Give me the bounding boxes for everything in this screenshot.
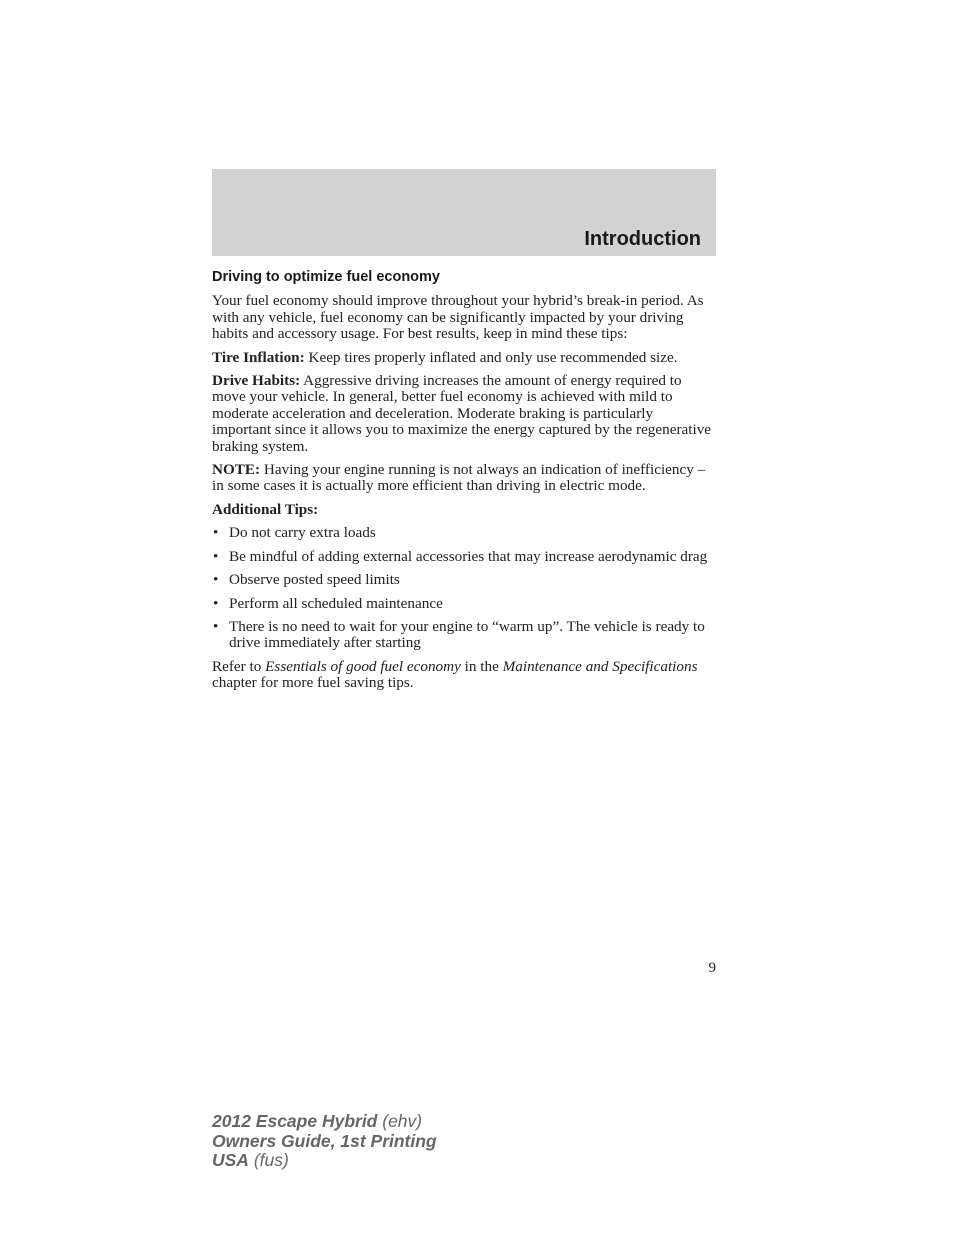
refer-suffix: chapter for more fuel saving tips. bbox=[212, 674, 414, 692]
page-content bbox=[212, 266, 712, 699]
drive-habits-label: Drive Habits: bbox=[212, 372, 301, 390]
footer-model-code: (ehv) bbox=[377, 1111, 423, 1131]
note-label: NOTE: bbox=[212, 461, 261, 479]
list-item bbox=[212, 596, 712, 612]
refer-middle: in the bbox=[460, 657, 503, 675]
refer-prefix: Refer to bbox=[212, 657, 266, 675]
list-item bbox=[212, 549, 712, 565]
tire-inflation-paragraph bbox=[212, 350, 712, 366]
note-text: Having your engine running is not always an indication of inefficiency – in some cases it is actually more efficient than driving in electric mode. bbox=[212, 461, 706, 495]
chapter-header-band bbox=[212, 169, 716, 256]
refer-reference-1: Essentials of good fuel economy bbox=[265, 657, 461, 675]
bullet-icon: • bbox=[213, 547, 219, 565]
bullet-icon: • bbox=[213, 524, 219, 542]
footer-market-code: (fus) bbox=[248, 1150, 289, 1170]
refer-reference-2: Maintenance and Specifications bbox=[502, 657, 698, 675]
list-item-text: Be mindful of adding external accessories that may increase aerodynamic drag bbox=[229, 547, 708, 565]
chapter-title: Introduction bbox=[584, 228, 701, 250]
note-paragraph bbox=[212, 462, 712, 495]
additional-tips-label: Additional Tips: bbox=[212, 500, 319, 518]
intro-paragraph: Your fuel economy should improve throughout your hybrid’s break-in period. As with any vehicle, fuel economy can be significantly impacted by your driving habits and accessory usage. For best results, keep in mind these tips: bbox=[212, 292, 704, 343]
bullet-icon: • bbox=[213, 617, 219, 635]
bullet-icon: • bbox=[213, 571, 219, 589]
refer-paragraph bbox=[212, 659, 712, 692]
footer-edition: Owners Guide, 1st Printing bbox=[212, 1130, 437, 1151]
list-item bbox=[212, 572, 712, 588]
footer-imprint bbox=[212, 1112, 437, 1171]
tips-list bbox=[212, 525, 712, 651]
list-item-text: Perform all scheduled maintenance bbox=[229, 594, 443, 612]
footer-line-3 bbox=[212, 1151, 437, 1171]
footer-line-1 bbox=[212, 1112, 437, 1132]
list-item-text: There is no need to wait for your engine to “warm up”. The vehicle is ready to drive immediately after starting bbox=[229, 617, 705, 652]
list-item-text: Do not carry extra loads bbox=[229, 524, 376, 542]
drive-habits-paragraph bbox=[212, 373, 712, 455]
additional-tips-heading bbox=[212, 502, 712, 518]
footer-model: 2012 Escape Hybrid bbox=[212, 1111, 378, 1131]
section-heading: Driving to optimize fuel economy bbox=[212, 269, 440, 285]
drive-habits-text: Aggressive driving increases the amount of energy required to move your vehicle. In general, better fuel economy is achieved with mild to moderate acceleration and deceleration. Moderate braking is particularly important since it allows you to maximize the energy captured by the regenerative braking system. bbox=[212, 372, 712, 455]
list-item bbox=[212, 619, 712, 652]
list-item-text: Observe posted speed limits bbox=[229, 571, 400, 589]
tire-inflation-text: Keep tires properly inflated and only use recommended size. bbox=[304, 348, 678, 366]
tire-inflation-label: Tire Inflation: bbox=[212, 348, 305, 366]
list-item bbox=[212, 525, 712, 541]
footer-line-2 bbox=[212, 1132, 437, 1152]
bullet-icon: • bbox=[213, 594, 219, 612]
page-number: 9 bbox=[708, 960, 716, 976]
footer-market: USA bbox=[212, 1150, 249, 1170]
